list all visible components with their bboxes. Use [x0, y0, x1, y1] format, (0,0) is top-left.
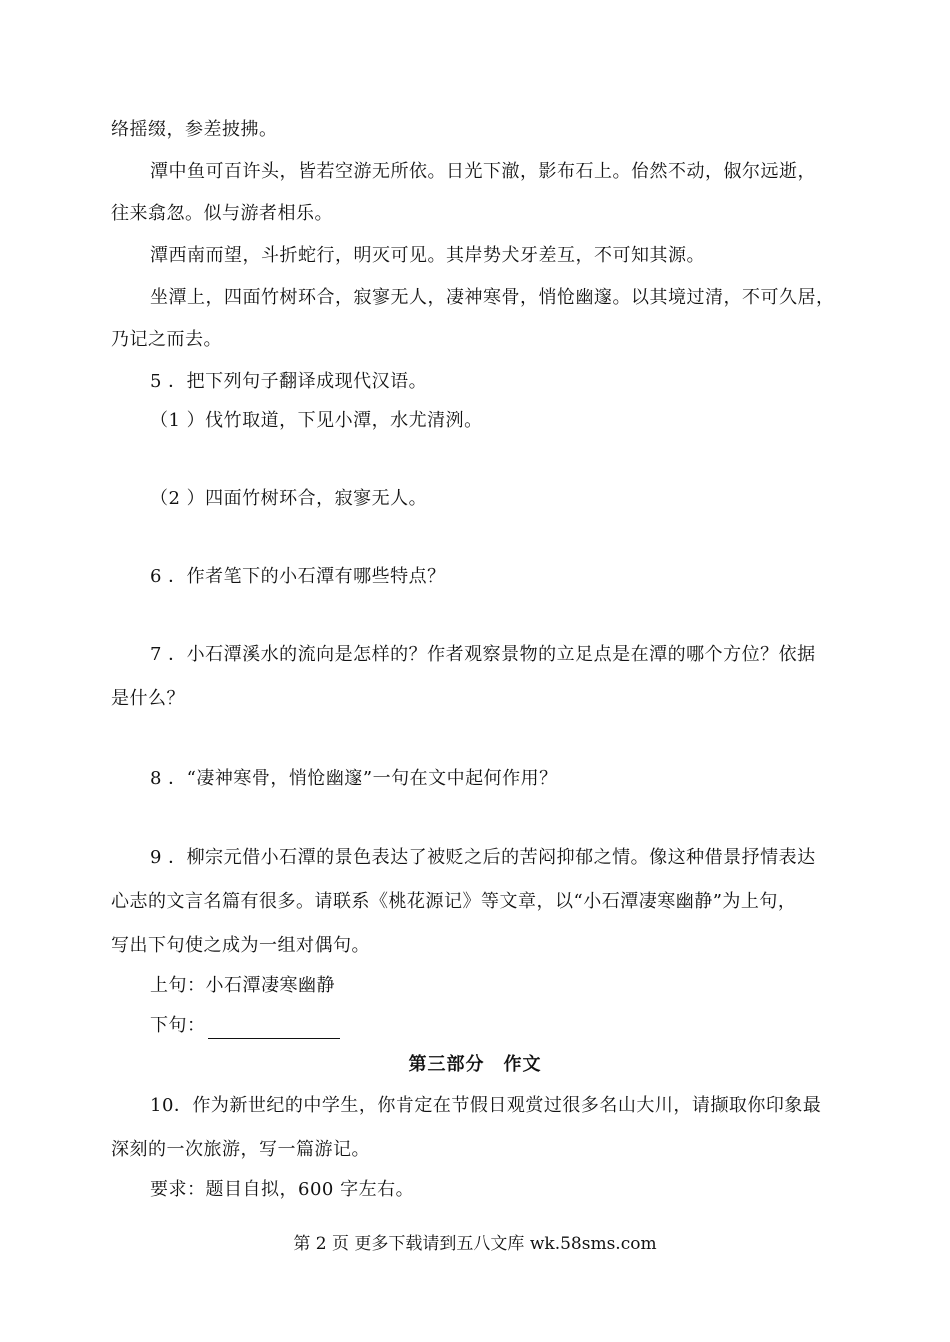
upper-couplet: 上句：小石潭凄寒幽静 [150, 975, 335, 996]
question-10: 10．作为新世纪的中学生，你肯定在节假日观赏过很多名山大川，请撷取你印象最 [150, 1095, 822, 1116]
lower-couplet-label: 下句： [150, 1015, 206, 1036]
passage-line: 络摇缀，参差披拂。 [111, 119, 278, 140]
question-9-cont: 心志的文言名篇有很多。请联系《桃花源记》等文章，以“小石潭凄寒幽静”为上句， [111, 891, 797, 912]
question-9-cont: 写出下句使之成为一组对偶句。 [111, 935, 370, 956]
question-5: 5 ．把下列句子翻译成现代汉语。 [150, 371, 428, 392]
question-7-cont: 是什么？ [111, 688, 185, 709]
passage-line: 乃记之而去。 [111, 329, 222, 350]
passage-line: 坐潭上，四面竹树环合，寂寥无人，凄神寒骨，悄怆幽邃。以其境过清，不可久居， [150, 287, 835, 308]
passage-line: 潭中鱼可百许头，皆若空游无所依。日光下澈，影布石上。佁然不动，俶尔远逝， [150, 161, 816, 182]
question-6: 6 ．作者笔下的小石潭有哪些特点？ [150, 566, 446, 587]
section-title: 第三部分 作文 [408, 1054, 542, 1075]
question-10-cont: 深刻的一次旅游，写一篇游记。 [111, 1139, 370, 1160]
passage-line: 潭西南而望，斗折蛇行，明灭可见。其岸势犬牙差互，不可知其源。 [150, 245, 705, 266]
answer-blank[interactable] [208, 1018, 340, 1039]
lower-couplet-row [150, 1013, 340, 1039]
question-5-1: （1 ）伐竹取道，下见小潭，水尤清洌。 [150, 410, 483, 431]
question-8: 8 ．“凄神寒骨，悄怆幽邃”一句在文中起何作用？ [150, 768, 558, 789]
page-footer: 第 2 页 更多下载请到五八文库 wk.58sms.com [293, 1234, 657, 1254]
question-7: 7 ．小石潭溪水的流向是怎样的？作者观察景物的立足点是在潭的哪个方位？依据 [150, 644, 816, 665]
passage-line: 往来翕忽。似与游者相乐。 [111, 203, 333, 224]
question-5-2: （2 ）四面竹树环合，寂寥无人。 [150, 488, 428, 509]
essay-requirement: 要求：题目自拟，600 字左右。 [150, 1179, 415, 1200]
question-9: 9 ．柳宗元借小石潭的景色表达了被贬之后的苦闷抑郁之情。像这种借景抒情表达 [150, 847, 816, 868]
